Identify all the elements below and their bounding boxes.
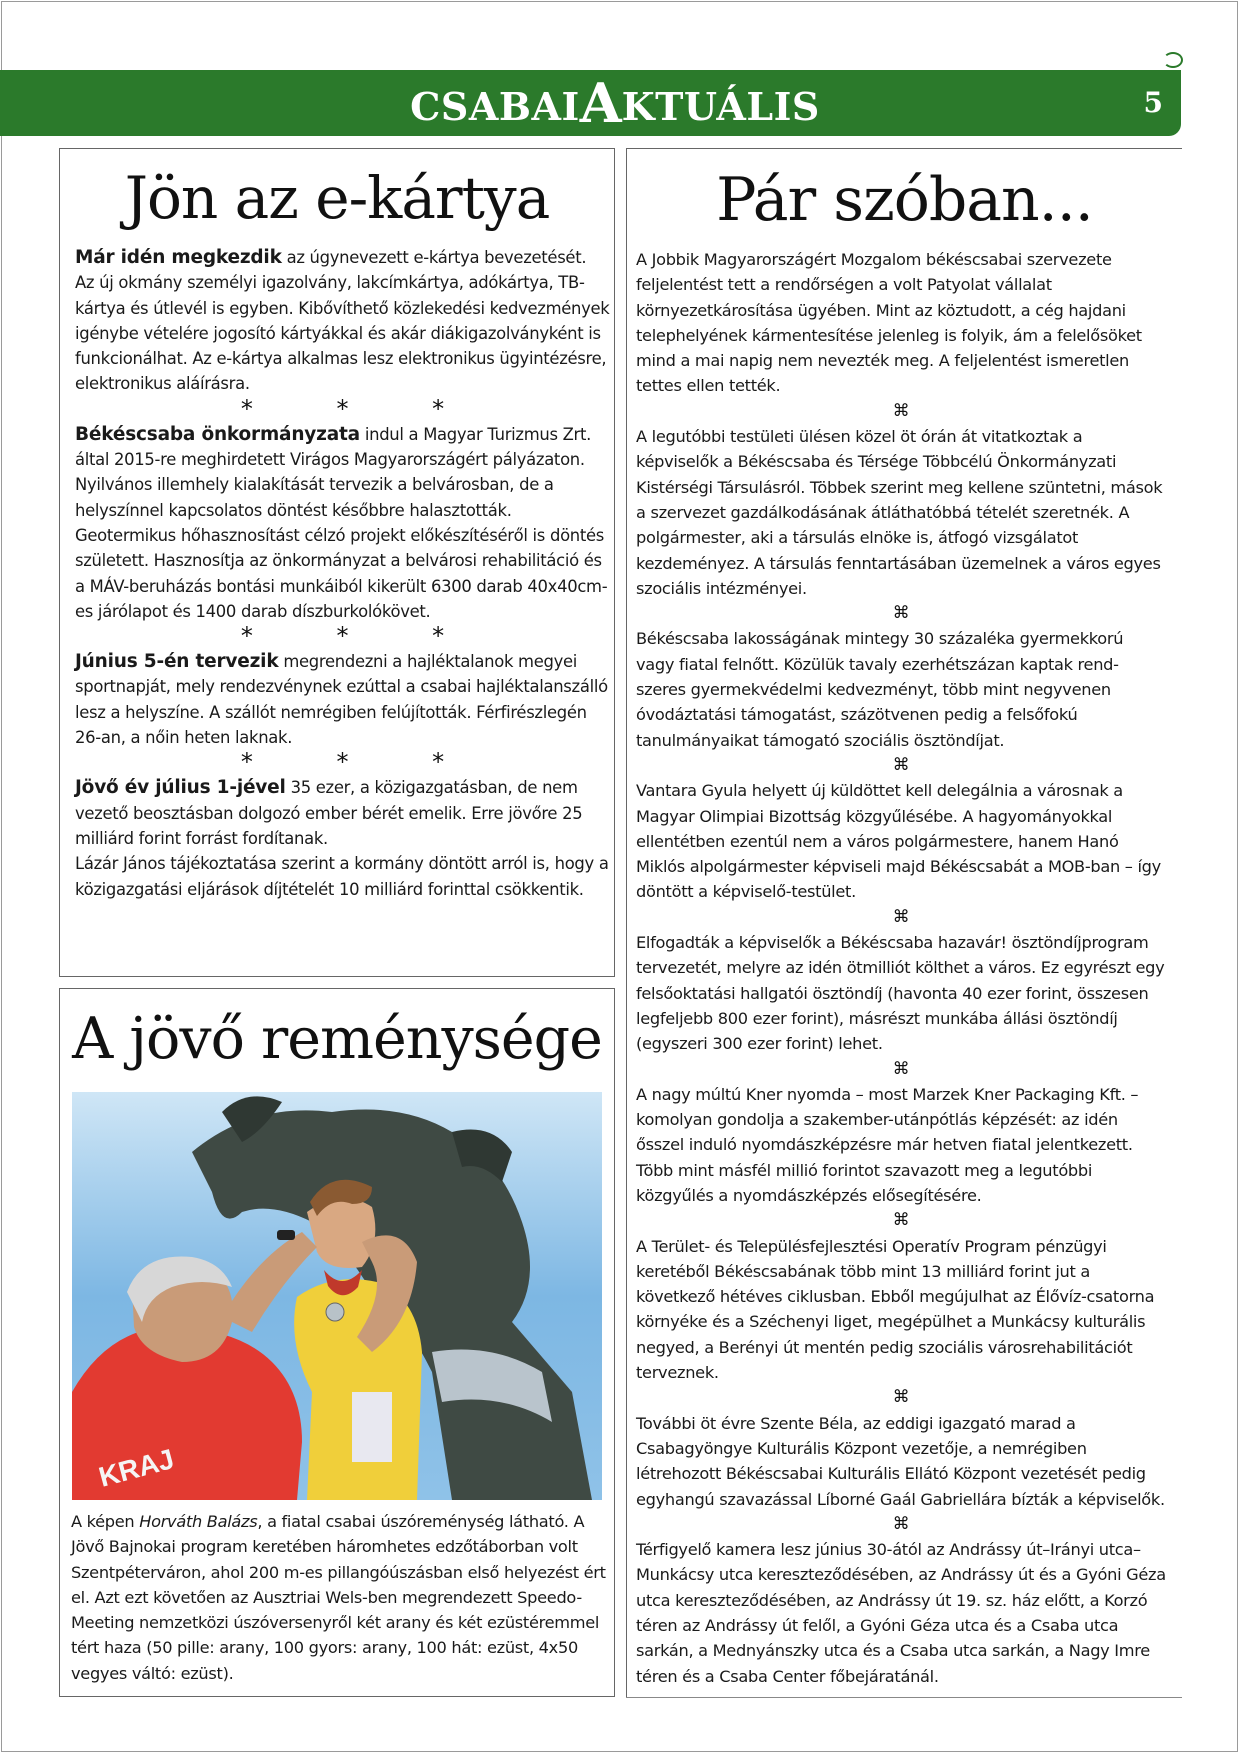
news-item: Elfogadták a képviselők a Békéscsaba hazavár! ösztöndíjprogram tervezetét, melyre az idén ötmilliót költhet a város. Ez egyrészt egy felsőoktatási hallgatói ösztöndíj (havonta 40 ezer forint, összesen legfeljebb 800 ezer forint), másrészt munkába állási ösztöndíj (egyszeri 300 ezer forint) lehet. [636, 933, 1165, 1054]
command-separator: ⌘ [892, 603, 910, 624]
command-separator: ⌘ [892, 1210, 910, 1231]
paragraph-text: megrendezni a hajléktalanok megyei sportnapját, mely rendezvénynek ezúttal a csabai hajléktalanszálló lesz a helyszíne. A szállót nemrégiben felújították. Férfirészlegén 26-an, a nőin heten laknak. [75, 652, 608, 748]
caption-post: , a fiatal csabai úszóreménység látható. A Jövő Bajnokai program keretében háromhetes edzőtáborban volt Szentpéterváron, ahol 200 m-es pillangóúszásban első helyezést ért el. Azt ezt követően az Ausztriai Wels-ben megrendezett Speedo-Meeting nemzetközi úszóversenyről két arany és két ezüstéremmel tért haza (50 pille: arany, 100 gyors: arany, 100 hát: ezüst, 4x50 vegyes váltó: ezüst). [71, 1512, 606, 1683]
star-separator: * * * [240, 622, 483, 651]
paragraph-text: indul a Magyar Turizmus Zrt. által 2015-re meghirdetett Virágos Magyarországért pályázaton. Nyilvános illemhely kialakítását tervezik a belvárosban, de a helyszínnel kapcsolatos döntést későbbre halasztották. Geotermikus hőhasznosítást célzó projekt előkészítéséről is döntés született. Hasznosítja az önkormányzat a belvárosi rehabilitáció és a MÁV-beruházás bontási munkáiból kikerült 6300 darab 40x40cm-es járólapot és 1400 darab díszburkolókövet. [75, 424, 608, 621]
caption-pre: A képen [71, 1512, 140, 1531]
masthead-part-3: KTUÁLIS [621, 84, 820, 129]
article-jovo-remenysege [59, 988, 615, 1697]
news-item: Vantara Gyula helyett új küldöttet kell delegálnia a városnak a Magyar Olimpiai Bizottság közgyűlésébe. A hagyományokkal ellentétben ezentúl nem a város polgármestere, hanem Hanó Miklós alpolgármester képviseli majd Békéscsabát a MOB-ban – így döntött a képviselő-testület. [636, 781, 1161, 902]
paragraph-lead: Jövő év július 1-jével [75, 777, 286, 799]
article-e-kartya [59, 148, 615, 977]
swirl-ornament-icon [1163, 52, 1183, 68]
news-item: A Terület- és Településfejlesztési Operatív Program pénzügyi keretéből Békéscsabának több mint 13 milliárd forint jut a következő hétéves ciklusban. Ebből megújulhat az Élővíz-csatorna környéke és a Széchenyi liget, megépülhet a Munkácsy kulturális negyed, a Berényi út mentén pedig szociális városrehabilitációt terveznek. [636, 1236, 1155, 1383]
photo-medal-ceremony [72, 1092, 602, 1500]
paragraph [75, 775, 610, 851]
command-separator: ⌘ [892, 1387, 910, 1408]
star-separator: * * * [240, 748, 483, 777]
article-e-kartya-body [75, 245, 610, 902]
news-item: Térfigyelő kamera lesz június 30-ától az Andrássy út–Irányi utca–Munkácsy utca kereszteződésében, az Andrássy út és a Gyóni Géza utca kereszteződésében, az Andrássy út 19. sz. ház előtt, a Korzó téren az Andrássy út felől, a Gyóni Géza utca és a Csaba utca sarkán, a Mednyánszky utca és a Csaba utca sarkán, a Nagy Imre téren és a Csaba Center főbejáratánál. [636, 1540, 1166, 1686]
command-separator: ⌘ [892, 1058, 910, 1079]
caption-name: Horváth Balázs [139, 1512, 258, 1531]
article-par-szoban-body [636, 247, 1166, 1689]
article-par-szoban-title: Pár szóban... [716, 165, 1093, 235]
news-item: A Jobbik Magyarországért Mozgalom békéscsabai szervezete feljelentést tett a rendőrségen a volt Patyolat vállalat környezetkárosítása ügyében. Mint az köztudott, a cég hajdani telephelyének kármentesítése jelenleg is folyik, ám a felelősöket mind a mai napig nem nevezték meg. A feljelentést ismeretlen tettes ellen tették. [636, 250, 1142, 396]
paragraph [75, 245, 610, 397]
paragraph-lead: Békéscsaba önkormányzata [75, 423, 360, 445]
paragraph [75, 422, 610, 624]
masthead-part-1: CSABAI [410, 84, 580, 129]
paragraph: Lázár János tájékoztatása szerint a kormány döntött arról is, hogy a közigazgatási eljárások díjtételét 10 milliárd forinttal csökkentik. [75, 854, 609, 899]
command-separator: ⌘ [892, 1513, 910, 1534]
article-jovo-remenysege-title: A jövő reménysége [72, 1006, 602, 1072]
header-band [0, 70, 1181, 136]
news-item: További öt évre Szente Béla, az eddigi igazgató marad a Csabagyöngye Kulturális Központ vezetője, a nemrégiben létrehozott Békéscsabai Kulturális Ellátó Központ vezetését pedig egyhangú szavazással Líborné Gaál Gabriellára bízták a képviselők. [636, 1413, 1165, 1509]
bottom-rule [626, 1697, 1182, 1698]
paragraph [75, 649, 610, 750]
command-separator: ⌘ [892, 400, 910, 421]
photo-caption [71, 1509, 607, 1686]
article-e-kartya-title: Jön az e-kártya [124, 164, 550, 232]
paragraph-text: az úgynevezett e-kártya bevezetését. Az új okmány személyi igazolvány, lakcímkártya, adókártya, TB-kártya és útlevél is egyben. Kibővíthető közlekedési kedvezmények igénybe vételére jogosító kártyákkal és akár diákigazolványként is funkcionálhat. Az e-kártya alkalmas lesz elektronikus ügyintézésre, elektronikus aláírásra. [75, 248, 610, 394]
masthead-part-2: A [579, 71, 622, 135]
paragraph-lead: Már idén megkezdik [75, 247, 282, 268]
news-item: A nagy múltú Kner nyomda – most Marzek Kner Packaging Kft. – komolyan gondolja a szakember-utánpótlás képzését: az idén ősszel induló nyomdászképzésre már hetven fiatal jelentkezett. Több mint másfél millió forintot szavazott meg a legutóbbi közgyűlés a nyomdászképzés elősegítésére. [636, 1084, 1139, 1205]
news-item: Békéscsaba lakosságának mintegy 30 százaléka gyermekkorú vagy fiatal felnőtt. Közülük tavaly ezerhétszázan kaptak rend-szeres gyermekvédelmi kedvezményt, több mint negyvenen óvodáztatási támogatást, százötvenen pedig a felsőfokú tanulmányaikat támogató szociális ösztöndíjat. [636, 629, 1124, 750]
star-separator: * * * [240, 394, 483, 423]
svg-text:KRAJ: KRAJ [95, 1443, 178, 1493]
paragraph-text: 35 ezer, a közigazgatásban, de nem vezető beosztásban dolgozó ember bérét emelik. Erre jövőre 25 milliárd forint forrást fordítanak. [75, 778, 583, 848]
article-par-szoban [626, 148, 1182, 1697]
page-number: 5 [1143, 86, 1163, 119]
paragraph-lead: Június 5-én tervezik [75, 651, 279, 673]
photo-illustration [72, 1092, 602, 1500]
news-item: A legutóbbi testületi ülésen közel öt órán át vitatkoztak a képviselők a Békéscsaba és Térsége Többcélú Önkormányzati Kistérségi Társulásról. Többek szerint meg kellene szüntetni, mások a szervezet gazdálkodásának átláthatóbbá tételét szeretnék. A polgármester, aki a társulás elnöke is, átfogó vizsgálatot kezdeményez. A társulás fenntartásában üzemelnek a város egyes szociális intézményei. [636, 427, 1163, 598]
masthead [0, 70, 1230, 136]
command-separator: ⌘ [892, 754, 910, 775]
command-separator: ⌘ [892, 906, 910, 927]
caption-text [71, 1509, 607, 1686]
